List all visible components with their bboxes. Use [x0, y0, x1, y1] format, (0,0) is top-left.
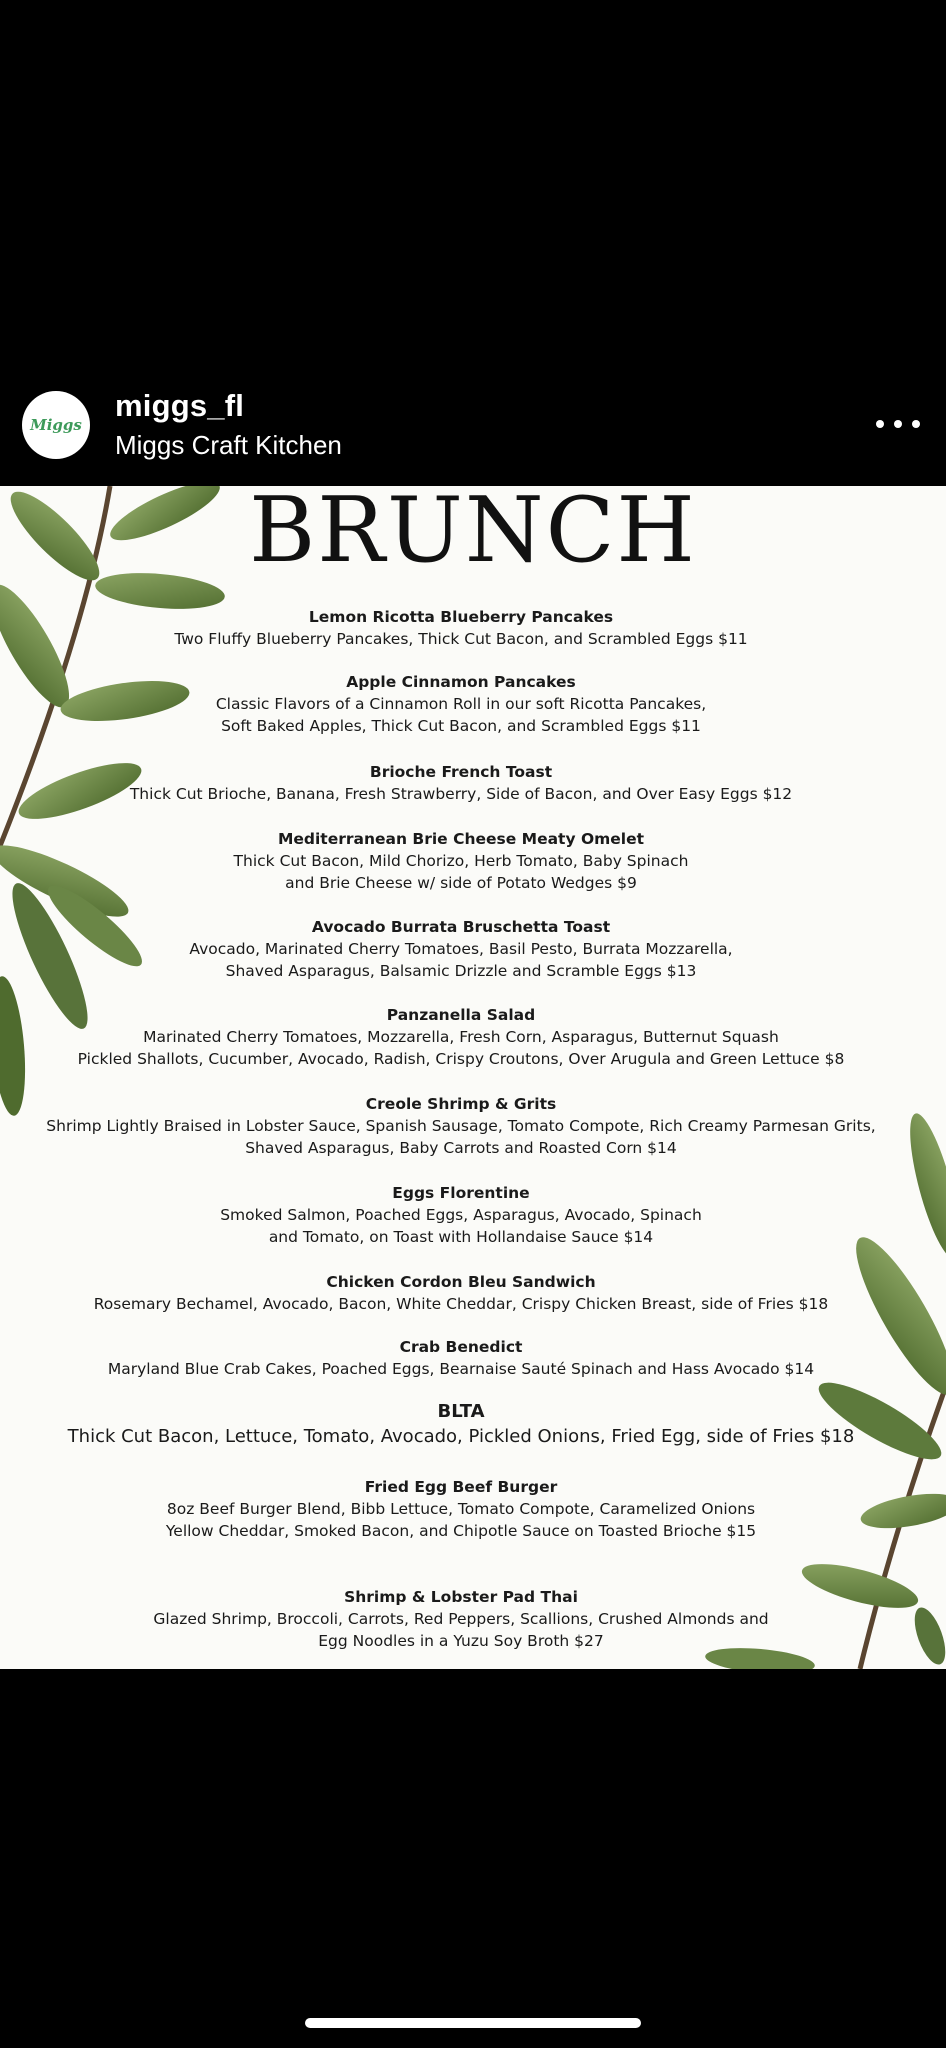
item-description: Rosemary Bechamel, Avocado, Bacon, White Cheddar, Crispy Chicken Breast, side of Fries $18 [93, 1295, 829, 1313]
item-description: Pickled Shallots, Cucumber, Avocado, Radish, Crispy Croutons, Over Arugula and Green Lettuce $8 [77, 1050, 845, 1068]
menu-item [0, 828, 934, 894]
item-description: 8oz Beef Burger Blend, Bibb Lettuce, Tomato Compote, Caramelized Onions [166, 1500, 756, 1518]
item-description: Egg Noodles in a Yuzu Soy Broth $27 [318, 1632, 604, 1650]
menu-item [0, 1400, 934, 1450]
item-name: Crab Benedict [399, 1338, 523, 1356]
item-name: Panzanella Salad [386, 1006, 536, 1024]
menu-item [0, 1476, 934, 1542]
menu-item [0, 1004, 934, 1070]
menu-item [0, 606, 934, 650]
item-name: Chicken Cordon Bleu Sandwich [326, 1273, 596, 1291]
item-description: Maryland Blue Crab Cakes, Poached Eggs, Bearnaise Sauté Spinach and Hass Avocado $14 [107, 1360, 815, 1378]
item-description: Shaved Asparagus, Baby Carrots and Roasted Corn $14 [245, 1139, 677, 1157]
item-description: Soft Baked Apples, Thick Cut Bacon, and Scrambled Eggs $11 [221, 717, 701, 735]
item-description: and Tomato, on Toast with Hollandaise Sauce $14 [268, 1228, 654, 1246]
menu-image [0, 486, 946, 1669]
item-name: Eggs Florentine [392, 1184, 530, 1202]
item-description: Thick Cut Bacon, Mild Chorizo, Herb Tomato, Baby Spinach [233, 852, 689, 870]
item-name: Brioche French Toast [369, 763, 553, 781]
item-description: Thick Cut Brioche, Banana, Fresh Strawberry, Side of Bacon, and Over Easy Eggs $12 [129, 785, 793, 803]
item-name: Lemon Ricotta Blueberry Pancakes [308, 608, 614, 626]
item-description: Marinated Cherry Tomatoes, Mozzarella, Fresh Corn, Asparagus, Butternut Squash [143, 1028, 779, 1046]
home-indicator[interactable] [305, 2018, 641, 2028]
account-display-name[interactable]: Miggs Craft Kitchen [115, 430, 342, 460]
item-name: Apple Cinnamon Pancakes [346, 673, 576, 691]
item-description: Shaved Asparagus, Balsamic Drizzle and Scramble Eggs $13 [225, 962, 697, 980]
menu-item [0, 1093, 934, 1159]
item-description: Glazed Shrimp, Broccoli, Carrots, Red Peppers, Scallions, Crushed Almonds and [153, 1610, 769, 1628]
avatar-logo: Miggs [30, 416, 82, 434]
menu-item [0, 1182, 934, 1248]
avatar[interactable] [22, 391, 90, 459]
menu-item [0, 1271, 934, 1315]
username[interactable]: miggs_fl [115, 388, 245, 423]
menu-item [0, 916, 934, 982]
menu-item [0, 1336, 934, 1380]
item-description: Smoked Salmon, Poached Eggs, Asparagus, Avocado, Spinach [220, 1206, 702, 1224]
bottom-area [0, 1669, 946, 2048]
item-description: Avocado, Marinated Cherry Tomatoes, Basil Pesto, Burrata Mozzarella, [189, 940, 733, 958]
menu-item [0, 1586, 934, 1652]
post-header [0, 0, 946, 486]
item-description: Two Fluffy Blueberry Pancakes, Thick Cut Bacon, and Scrambled Eggs $11 [174, 630, 748, 648]
item-name: Shrimp & Lobster Pad Thai [344, 1588, 578, 1606]
menu-item [0, 761, 934, 805]
item-description: and Brie Cheese w/ side of Potato Wedges $9 [285, 874, 637, 892]
item-description: Classic Flavors of a Cinnamon Roll in our soft Ricotta Pancakes, [215, 695, 707, 713]
menu-title: BRUNCH [249, 486, 697, 583]
item-name: Mediterranean Brie Cheese Meaty Omelet [277, 830, 645, 848]
menu-item [0, 671, 934, 737]
more-options-icon[interactable] [876, 412, 920, 436]
item-description: Thick Cut Bacon, Lettuce, Tomato, Avocado, Pickled Onions, Fried Egg, side of Fries $18 [67, 1426, 855, 1447]
item-name: Creole Shrimp & Grits [365, 1095, 557, 1113]
item-description: Shrimp Lightly Braised in Lobster Sauce, Spanish Sausage, Tomato Compote, Rich Creamy Parmesan Grits, [46, 1117, 876, 1135]
item-name: BLTA [437, 1401, 485, 1422]
item-name: Avocado Burrata Bruschetta Toast [311, 918, 611, 936]
item-description: Yellow Cheddar, Smoked Bacon, and Chipotle Sauce on Toasted Brioche $15 [165, 1522, 757, 1540]
item-name: Fried Egg Beef Burger [364, 1478, 558, 1496]
